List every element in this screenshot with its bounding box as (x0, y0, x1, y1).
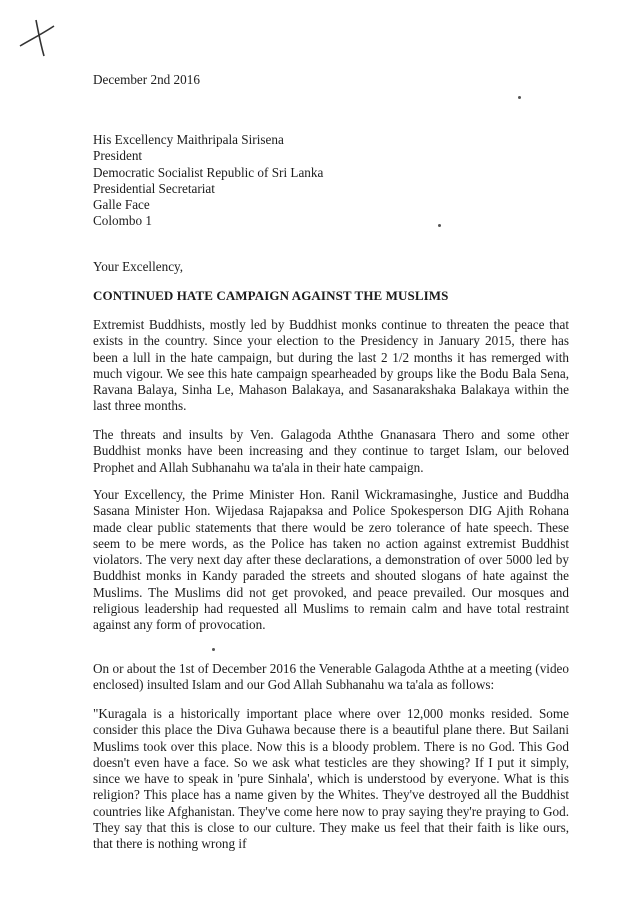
scan-speck (518, 96, 521, 99)
recipient-line: His Excellency Maithripala Sirisena (93, 132, 284, 147)
recipient-line: Presidential Secretariat (93, 180, 215, 196)
recipient-line: President (93, 148, 143, 164)
salutation: Your Excellency, (93, 259, 184, 274)
body-paragraph: Extremist Buddhists, mostly led by Buddhist monks continue to threaten the peace that exists in the country. Since your election to the Presidency in January 2015, there has been a lull in the hate campaign, but during the last 2 1/2 months it has remerged with much vigour. We see this hate campaign spearheaded by groups like the Bodu Bala Sena, Ravana Balaya, Sinha Le, Mahason Balakaya, and Sasanarakshaka Balakaya within the last three months. (93, 317, 569, 414)
scan-speck (438, 224, 441, 227)
recipient-address (93, 132, 323, 230)
quoted-paragraph: "Kuragala is a historically important place where over 12,000 monks resided. Some consider this place the Diva Guhawa because there is a beautiful plane there. But Sailani Muslims took over this place. Now this is a bloody problem. There is no God. This God doesn't even have a face. So we ask what testicles are they showing? If I put it simply, since we have to speak in 'pure Sinhala', which is understood by everyone. What is this religion? This place has a name given by the Whites. They've destroyed all the Buddhist countries like Afghanistan. They've come here now to pray saying they're praying to God. They say that this is close to our culture. They make us feel that their faith is like ours, that there is nothing wrong if (93, 706, 569, 852)
subject-heading: CONTINUED HATE CAMPAIGN AGAINST THE MUSLIMS (93, 288, 449, 303)
body-paragraph: On or about the 1st of December 2016 the Venerable Galagoda Aththe at a meeting (video enclosed) insulted Islam and our God Allah Subhanahu wa ta'ala as follows: (93, 661, 569, 693)
letter-date: December 2nd 2016 (93, 72, 200, 87)
recipient-line: Colombo 1 (93, 213, 152, 229)
body-paragraph: Your Excellency, the Prime Minister Hon. Ranil Wickramasinghe, Justice and Buddha Sasana Minister Hon. Wijedasa Rajapaksa and Police Spokesperson DIG Ajith Rohana made clear public statements that there would be zero tolerance of hate speech. These seem to be mere words, as the Police has taken no action against extremist Buddhist violators. The very next day after these declarations, a demonstration of over 5000 led by Buddhist monks in Kandy paraded the streets and shouted slogans of hate against the Muslims. The Muslims did not get provoked, and peace prevailed. Our mosques and religious leadership had requested all Muslims to remain calm and have total restraint against any form of provocation. (93, 487, 569, 633)
body-paragraph: The threats and insults by Ven. Galagoda Aththe Gnanasara Thero and some other Buddhist monks have been increasing and they continue to target Islam, our beloved Prophet and Allah Subhanahu wa ta'ala in their hate campaign. (93, 427, 569, 475)
handwritten-cross-mark (14, 14, 58, 58)
recipient-line: Galle Face (93, 197, 150, 213)
scan-speck (212, 648, 215, 651)
recipient-line: Democratic Socialist Republic of Sri Lanka (93, 164, 324, 180)
